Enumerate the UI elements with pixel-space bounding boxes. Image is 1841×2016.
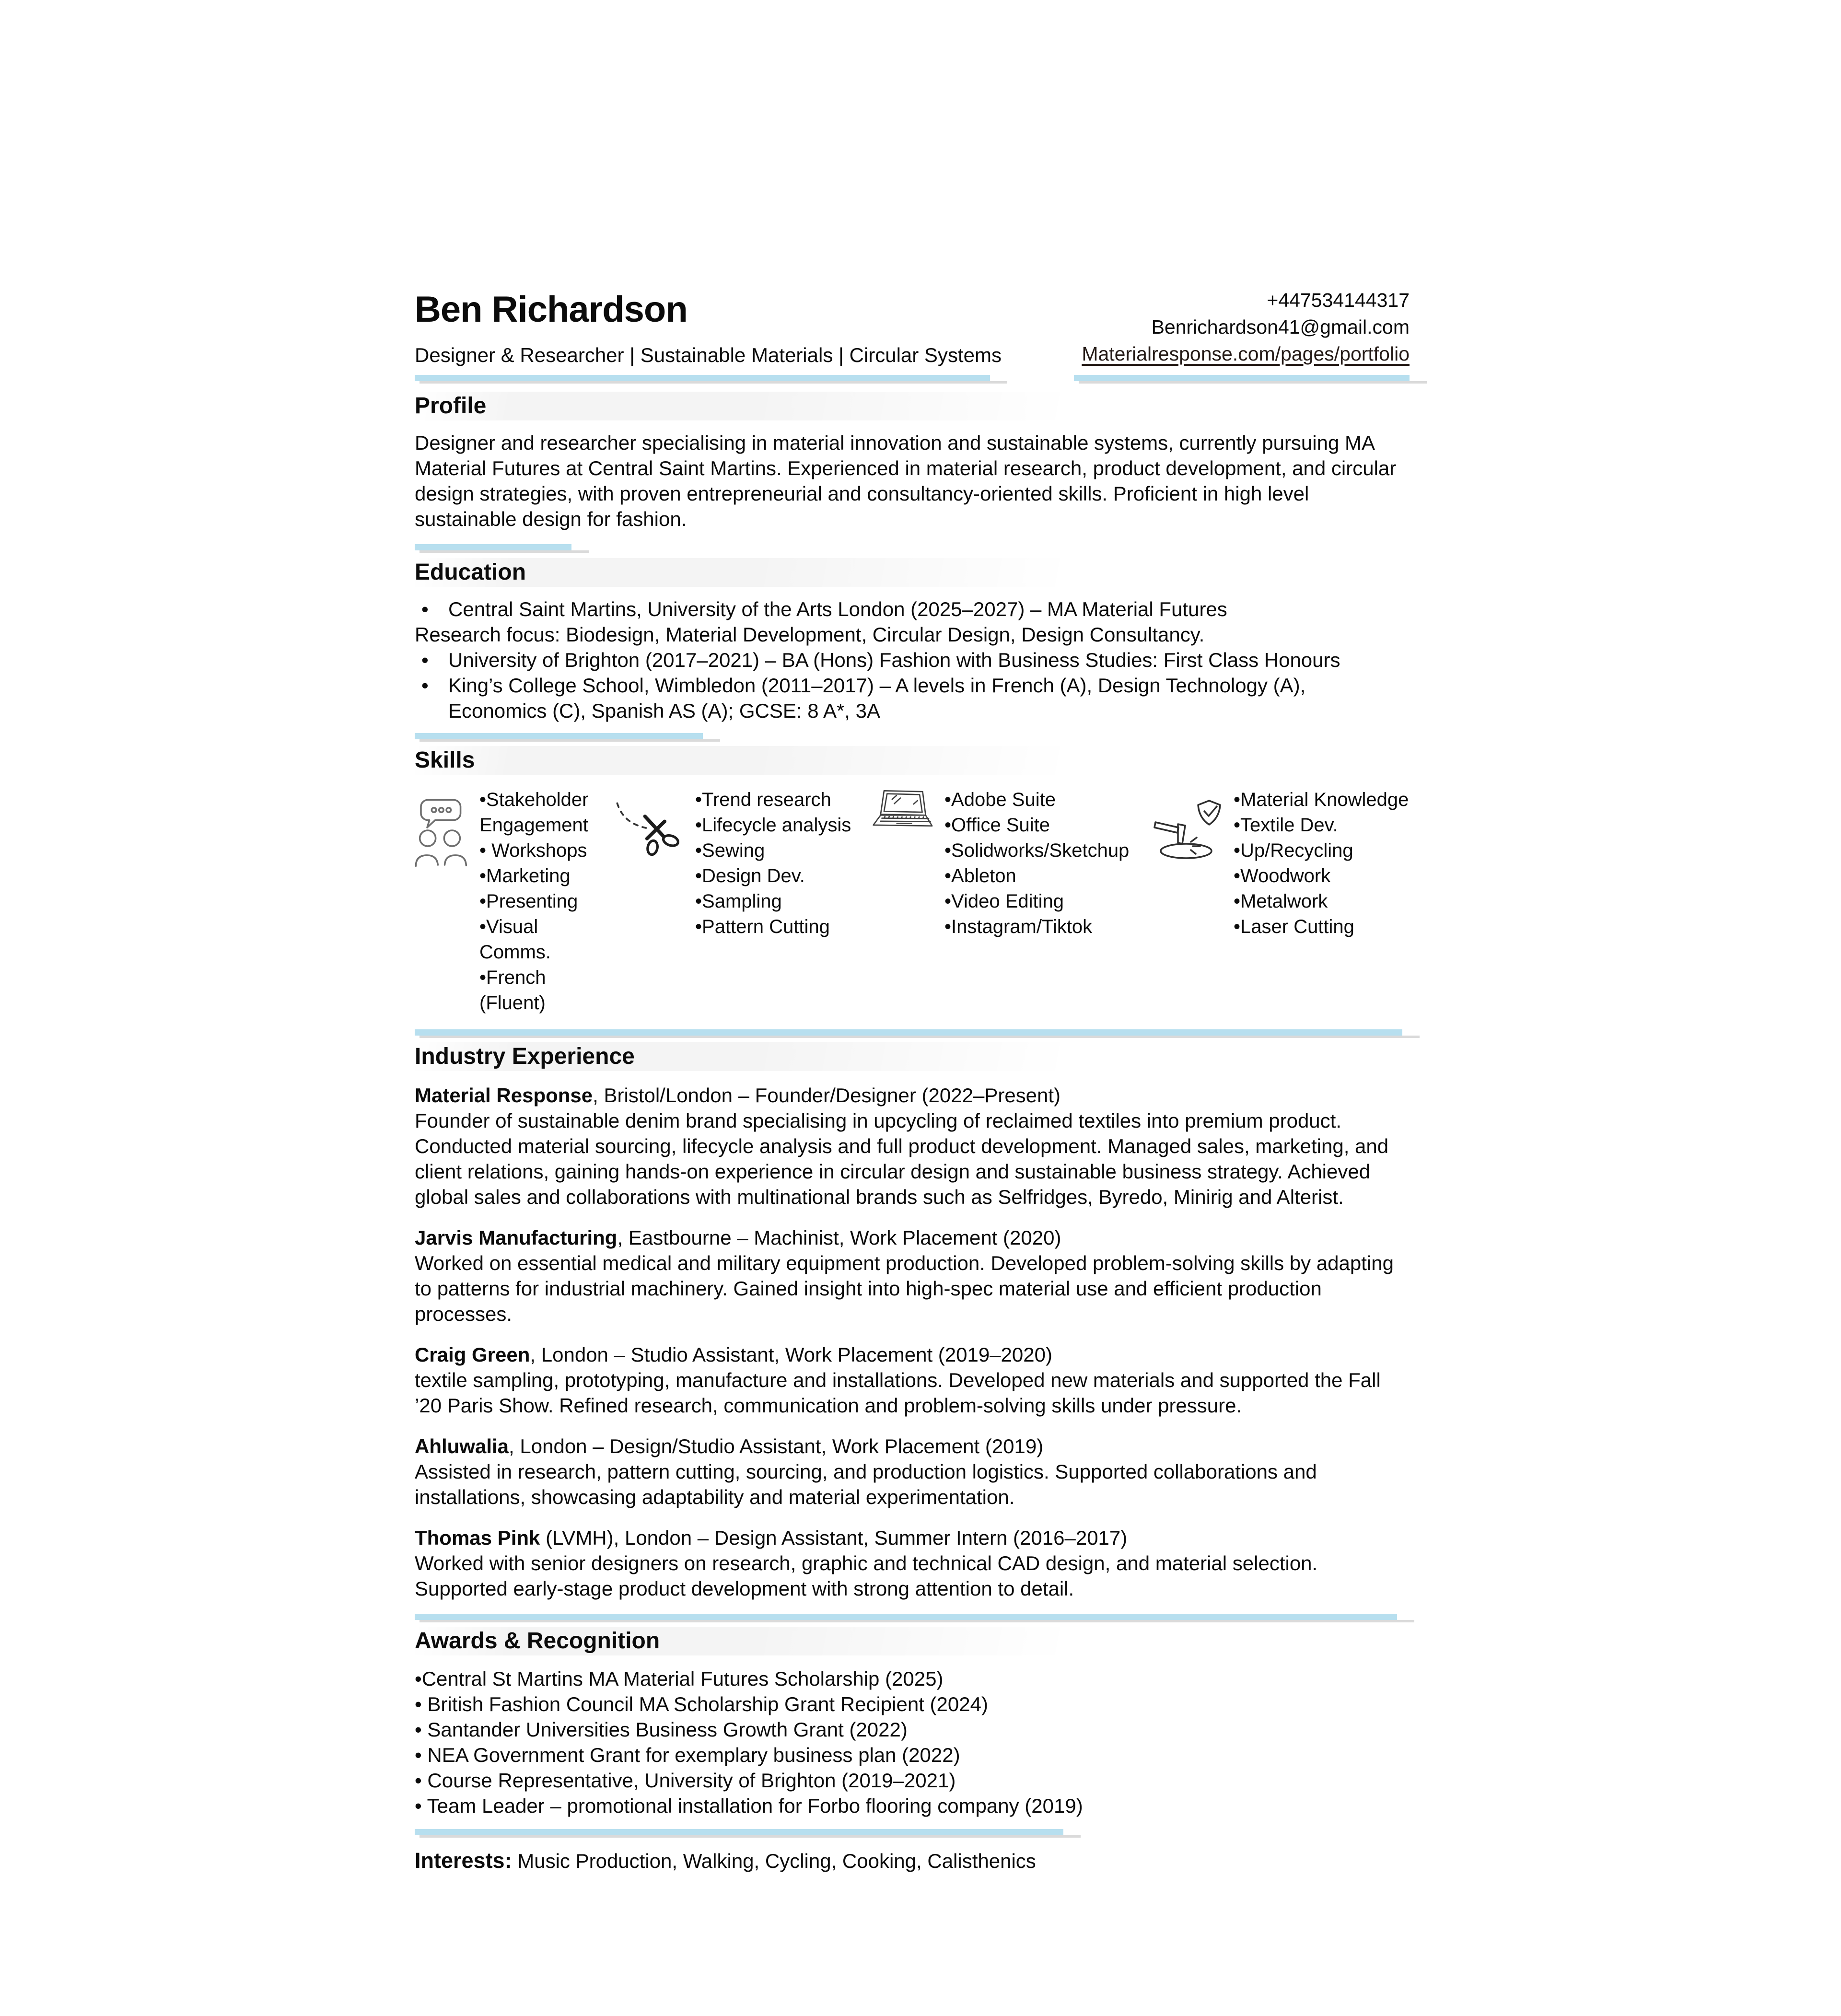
skill-item-text: Metalwork — [1240, 891, 1328, 912]
bullet-glyph: • — [695, 840, 702, 861]
people-conversation-icon — [415, 796, 471, 872]
skill-item-text: Lifecycle analysis — [702, 815, 851, 836]
bullet-glyph: • — [421, 649, 429, 671]
skill-item — [1234, 863, 1410, 889]
award-item-text: Central St Martins MA Material Futures Scholarship (2025) — [421, 1667, 944, 1690]
divider-experience-end — [415, 1614, 1397, 1620]
bullet-glyph: • — [421, 598, 429, 620]
experience-description: Worked on essential medical and military equipment production. Developed problem-solving skills by adapting to patterns for industrial machinery. Gained insight into high-spec material use and efficient production processes. — [415, 1252, 1394, 1325]
skill-item-text: Visual Comms. — [479, 916, 551, 963]
skill-item — [695, 787, 868, 813]
skill-item-text: Woodwork — [1240, 865, 1331, 886]
skill-group-icon-cell — [868, 787, 944, 840]
profile-text: Designer and researcher specialising in material innovation and sustainable systems, currently pursuing MA Material Futures at Central Saint Martins. Experienced in material research, product development, and circular design strategies, with proven entrepreneurial and consultancy-oriented skills. Proficient in high level sustainable design for fashion. — [415, 431, 1397, 530]
skill-item — [695, 914, 868, 940]
skill-group-icon-cell — [614, 787, 695, 860]
education-entry-text: King’s College School, Wimbledon (2011–2017) – A levels in French (A), Design Technology (A), Economics (C), Spanish AS (A); GCSE: 8 A*, 3A — [448, 674, 1306, 722]
skill-item — [944, 889, 1151, 914]
skill-item — [695, 889, 868, 914]
bullet-glyph: • — [1234, 789, 1241, 810]
bullet-glyph: • — [944, 815, 952, 836]
email-address: Benrichardson41@gmail.com — [1151, 316, 1410, 338]
laptop-icon — [868, 788, 941, 840]
divider-header-right — [1074, 375, 1410, 381]
bullet-glyph: • — [415, 1795, 422, 1817]
skill-item-text: Solidworks/Sketchup — [951, 840, 1130, 861]
skill-item — [695, 838, 868, 863]
experience-entry — [415, 1525, 1410, 1601]
experience-meta: , London – Studio Assistant, Work Placement (2019–2020) — [530, 1343, 1052, 1366]
award-item — [415, 1717, 1410, 1742]
bullet-glyph: • — [1234, 916, 1241, 937]
bullet-glyph: • — [479, 967, 487, 988]
skill-item-text: Textile Dev. — [1240, 815, 1338, 836]
bullet-glyph: • — [944, 789, 952, 810]
bullet-glyph: • — [415, 1744, 422, 1766]
skill-item-text: Laser Cutting — [1240, 916, 1354, 937]
profile-heading: Profile — [415, 392, 1410, 420]
award-item — [415, 1768, 1410, 1793]
bullet-glyph: • — [479, 891, 487, 912]
scissors-icon — [614, 800, 689, 860]
experience-company: Ahluwalia — [415, 1435, 509, 1457]
bullet-glyph: • — [695, 789, 702, 810]
experience-description: Assisted in research, pattern cutting, sourcing, and production logistics. Supported collaborations and installations, showcasing adaptability and material experimentation. — [415, 1460, 1317, 1508]
skill-list — [479, 787, 614, 1016]
portfolio-link[interactable]: Materialresponse.com/pages/portfolio — [1082, 343, 1410, 365]
bullet-glyph: • — [415, 1667, 422, 1690]
divider-skills-end — [415, 1029, 1402, 1036]
skill-item — [695, 863, 868, 889]
header-divider-row — [415, 375, 1410, 381]
interests-label: Interests: — [415, 1848, 512, 1873]
awards-list — [415, 1666, 1410, 1818]
skill-group-icon-cell — [415, 787, 479, 872]
skill-item-text: Material Knowledge — [1240, 789, 1409, 810]
bullet-glyph: • — [695, 891, 702, 912]
education-entry-text: University of Brighton (2017–2021) – BA (Hons) Fashion with Business Studies: First Class Honours — [448, 649, 1340, 671]
award-item — [415, 1793, 1410, 1818]
experience-entry — [415, 1225, 1410, 1327]
skill-item — [1234, 787, 1410, 813]
skill-item-text: Presenting — [486, 891, 578, 912]
divider-awards-end — [415, 1829, 1063, 1835]
skill-item — [695, 813, 868, 838]
bullet-glyph: • — [479, 916, 487, 937]
skill-item — [479, 838, 614, 863]
award-item — [415, 1666, 1410, 1691]
experience-heading: Industry Experience — [415, 1042, 1410, 1071]
experience-description: textile sampling, prototyping, manufacture and installations. Developed new materials and supported the Fall ’20 Paris Show. Refined research, communication and problem-solving skills under pressure. — [415, 1369, 1381, 1417]
bullet-glyph: • — [944, 840, 952, 861]
experience-meta: , London – Design/Studio Assistant, Work Placement (2019) — [509, 1435, 1044, 1457]
bullet-glyph: • — [944, 891, 952, 912]
experience-meta: (LVMH), London – Design Assistant, Summer Intern (2016–2017) — [540, 1527, 1128, 1549]
experience-entry-title — [415, 1342, 1410, 1367]
bullet-glyph: • — [415, 1769, 422, 1792]
bullet-glyph: • — [479, 865, 487, 886]
header — [415, 287, 1410, 367]
skill-item-text: Instagram/Tiktok — [951, 916, 1093, 937]
phone-number: +447534144317 — [1267, 289, 1410, 311]
education-entry — [415, 673, 1410, 723]
skill-item-text: Up/Recycling — [1240, 840, 1353, 861]
skill-item — [944, 863, 1151, 889]
bullet-glyph: • — [421, 674, 429, 697]
skill-item — [944, 813, 1151, 838]
skill-item-text: Pattern Cutting — [702, 916, 830, 937]
experience-list — [415, 1083, 1410, 1601]
contact-block — [1082, 287, 1410, 367]
experience-entry-title — [415, 1433, 1410, 1459]
skill-item — [944, 787, 1151, 813]
experience-description: Founder of sustainable denim brand specialising in upcycling of reclaimed textiles into premium product. Conducted material sourcing, lifecycle analysis and full product development. Managed sales, marketing, and client relations, gaining hands-on experience in circular design and sustainable business strategy. Achieved global sales and collaborations with multinational brands such as Selfridges, Byredo, Minirig and Alterist. — [415, 1109, 1389, 1208]
education-entry-text: Central Saint Martins, University of the Arts London (2025–2027) – MA Material Futures — [448, 598, 1227, 620]
skill-list — [1234, 787, 1410, 940]
skill-item — [479, 889, 614, 914]
skill-item-text: Marketing — [486, 865, 571, 886]
skill-item — [1234, 914, 1410, 940]
award-item-text: Course Representative, University of Brighton (2019–2021) — [421, 1769, 956, 1792]
bullet-glyph: • — [1234, 891, 1241, 912]
award-item-text: Team Leader – promotional installation for Forbo flooring company (2019) — [421, 1795, 1083, 1817]
bullet-glyph: • — [415, 1693, 422, 1715]
divider-header-left — [415, 375, 990, 381]
education-entry-continuation: Research focus: Biodesign, Material Development, Circular Design, Design Consultancy. — [415, 623, 1205, 646]
person-name: Ben Richardson — [415, 289, 687, 330]
skill-list — [695, 787, 868, 940]
skill-item — [1234, 838, 1410, 863]
skill-item — [479, 863, 614, 889]
skill-item — [944, 914, 1151, 940]
bullet-glyph: • — [695, 865, 702, 886]
award-item-text: British Fashion Council MA Scholarship Grant Recipient (2024) — [421, 1693, 988, 1715]
award-item-text: Santander Universities Business Growth Grant (2022) — [421, 1718, 908, 1741]
award-item-text: NEA Government Grant for exemplary business plan (2022) — [421, 1744, 960, 1766]
bullet-glyph: • — [695, 815, 702, 836]
award-item — [415, 1742, 1410, 1768]
bullet-glyph: • — [1234, 840, 1241, 861]
experience-company: Material Response — [415, 1084, 593, 1107]
experience-company: Craig Green — [415, 1343, 530, 1366]
education-list — [415, 596, 1410, 723]
bullet-glyph: • — [1234, 815, 1241, 836]
skill-item-text: Ableton — [951, 865, 1016, 886]
bullet-glyph: • — [944, 865, 952, 886]
bullet-glyph: • — [695, 916, 702, 937]
experience-meta: , Eastbourne – Machinist, Work Placement (2020) — [617, 1226, 1061, 1249]
skill-item — [479, 965, 614, 1016]
skill-item-text: Sampling — [702, 891, 782, 912]
skill-item — [479, 914, 614, 965]
experience-entry-title — [415, 1083, 1410, 1108]
skill-item-text: French (Fluent) — [479, 967, 551, 1014]
skill-item — [944, 838, 1151, 863]
award-item — [415, 1691, 1410, 1717]
skill-item — [479, 787, 614, 838]
experience-meta: , Bristol/London – Founder/Designer (2022–Present) — [593, 1084, 1061, 1107]
skill-item — [1234, 813, 1410, 838]
skill-item-text: Design Dev. — [702, 865, 805, 886]
bullet-glyph: • — [1234, 865, 1241, 886]
divider-profile-end — [415, 544, 571, 550]
header-left — [415, 291, 1002, 367]
education-entry — [415, 596, 1410, 622]
skills-row — [415, 787, 1410, 1016]
interests-text: Music Production, Walking, Cycling, Cooking, Calisthenics — [512, 1850, 1036, 1872]
skill-group-icon-cell — [1151, 787, 1234, 866]
bullet-glyph: • — [944, 916, 952, 937]
awards-heading: Awards & Recognition — [415, 1627, 1410, 1655]
experience-company: Jarvis Manufacturing — [415, 1226, 618, 1249]
experience-entry — [415, 1083, 1410, 1210]
experience-entry-title — [415, 1525, 1410, 1550]
skill-item-text: Office Suite — [951, 815, 1050, 836]
skill-item-text: Sewing — [702, 840, 765, 861]
bullet-glyph: • — [479, 789, 487, 810]
divider-education-end — [415, 733, 703, 739]
bullet-glyph: • — [479, 840, 487, 861]
experience-company: Thomas Pink — [415, 1527, 540, 1549]
skill-item-text: Adobe Suite — [951, 789, 1056, 810]
skill-item-text: Workshops — [486, 840, 587, 861]
experience-entry-title — [415, 1225, 1410, 1250]
resume-page — [415, 287, 1410, 1894]
experience-entry — [415, 1342, 1410, 1418]
skill-item — [1234, 889, 1410, 914]
skill-list — [944, 787, 1151, 940]
hammer-shield-icon — [1151, 797, 1223, 866]
skills-heading: Skills — [415, 746, 1410, 775]
skill-item-text: Trend research — [702, 789, 831, 810]
experience-entry — [415, 1433, 1410, 1510]
education-heading: Education — [415, 558, 1410, 587]
experience-description: Worked with senior designers on research, graphic and technical CAD design, and material selection. Supported early-stage product development with strong attention to detail. — [415, 1552, 1318, 1600]
bullet-glyph: • — [415, 1718, 422, 1741]
interests-line — [415, 1848, 1410, 1874]
skill-item-text: Stakeholder Engagement — [479, 789, 594, 836]
skill-item-text: Video Editing — [951, 891, 1064, 912]
education-entry — [415, 647, 1410, 673]
person-subtitle: Designer & Researcher | Sustainable Materials | Circular Systems — [415, 343, 1002, 366]
